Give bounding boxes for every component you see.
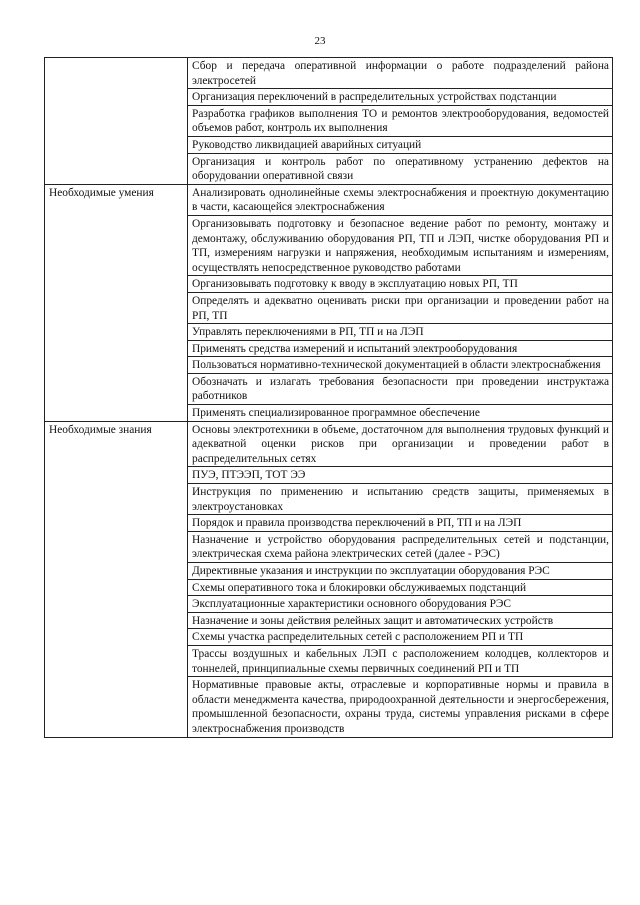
table-cell: Сбор и передача оперативной информации о работе подразделений района электросетей [188, 58, 613, 89]
table-cell: Управлять переключениями в РП, ТП и на ЛЭП [188, 324, 613, 341]
table-cell: Назначение и зоны действия релейных защит и автоматических устройств [188, 612, 613, 629]
table-row [45, 58, 613, 89]
table-cell: Применять средства измерений и испытаний электрооборудования [188, 340, 613, 357]
table-cell: ПУЭ, ПТЭЭП, ТОТ ЭЭ [188, 467, 613, 484]
table-cell: Организовывать подготовку к вводу в эксплуатацию новых РП, ТП [188, 276, 613, 293]
table-cell: Схемы оперативного тока и блокировки обслуживаемых подстанций [188, 579, 613, 596]
table-cell: Порядок и правила производства переключений в РП, ТП и на ЛЭП [188, 515, 613, 532]
table-cell: Нормативные правовые акты, отраслевые и корпоративные нормы и правила в области менеджмента качества, природоохранной деятельности и энергосбережения, промышленной безопасности, охраны труда, системы управления рисками в сфере электроснабжения производств [188, 677, 613, 737]
table-cell: Определять и адекватно оценивать риски при организации и проведении работ на РП, ТП [188, 292, 613, 323]
table-cell: Основы электротехники в объеме, достаточном для выполнения трудовых функций и адекватной оценки рисков при организации и проведении работ в распределительных сетях [188, 421, 613, 467]
page-number: 23 [314, 35, 326, 47]
table-cell: Схемы участка распределительных сетей с расположением РП и ТП [188, 629, 613, 646]
table-cell: Анализировать однолинейные схемы электроснабжения и проектную документацию в части, касающейся электроснабжения [188, 184, 613, 215]
table-cell: Трассы воздушных и кабельных ЛЭП с расположением колодцев, коллекторов и тоннелей, принципиальные схемы первичных соединений РП и ТП [188, 645, 613, 676]
table-cell: Эксплуатационные характеристики основного оборудования РЭС [188, 596, 613, 613]
table-cell: Руководство ликвидацией аварийных ситуаций [188, 136, 613, 153]
table-cell: Организация переключений в распределительных устройствах подстанции [188, 89, 613, 106]
table-cell: Директивные указания и инструкции по эксплуатации оборудования РЭС [188, 563, 613, 580]
section-label-skills: Необходимые умения [45, 184, 188, 421]
competency-table [44, 57, 613, 738]
section-label-continued [45, 58, 188, 185]
table-cell: Организация и контроль работ по оперативному устранению дефектов на оборудовании оперативной связи [188, 153, 613, 184]
table-cell: Организовывать подготовку и безопасное ведение работ по ремонту, монтажу и демонтажу, обслуживанию оборудования РП, ТП и ЛЭП, чистке оборудования РП и ТП, измерениям нагрузки и напряжения, необходимым испытаниям и измерениям, осуществлять непосредственное руководство работами [188, 215, 613, 275]
table-row [45, 184, 613, 215]
section-label-knowledge: Необходимые знания [45, 421, 188, 737]
table-row [45, 421, 613, 467]
table-cell: Обозначать и излагать требования безопасности при проведении инструктажа работников [188, 373, 613, 404]
table-cell: Применять специализированное программное обеспечение [188, 405, 613, 422]
table-cell: Пользоваться нормативно-технической документацией в области электроснабжения [188, 357, 613, 374]
table-body [45, 58, 613, 738]
table-cell: Назначение и устройство оборудования распределительных сетей и подстанции, электрическая схема района электрических сетей (далее - РЭС) [188, 531, 613, 562]
table-cell: Разработка графиков выполнения ТО и ремонтов электрооборудования, ведомостей объемов работ, контроль их выполнения [188, 105, 613, 136]
table-cell: Инструкция по применению и испытанию средств защиты, применяемых в электроустановках [188, 484, 613, 515]
